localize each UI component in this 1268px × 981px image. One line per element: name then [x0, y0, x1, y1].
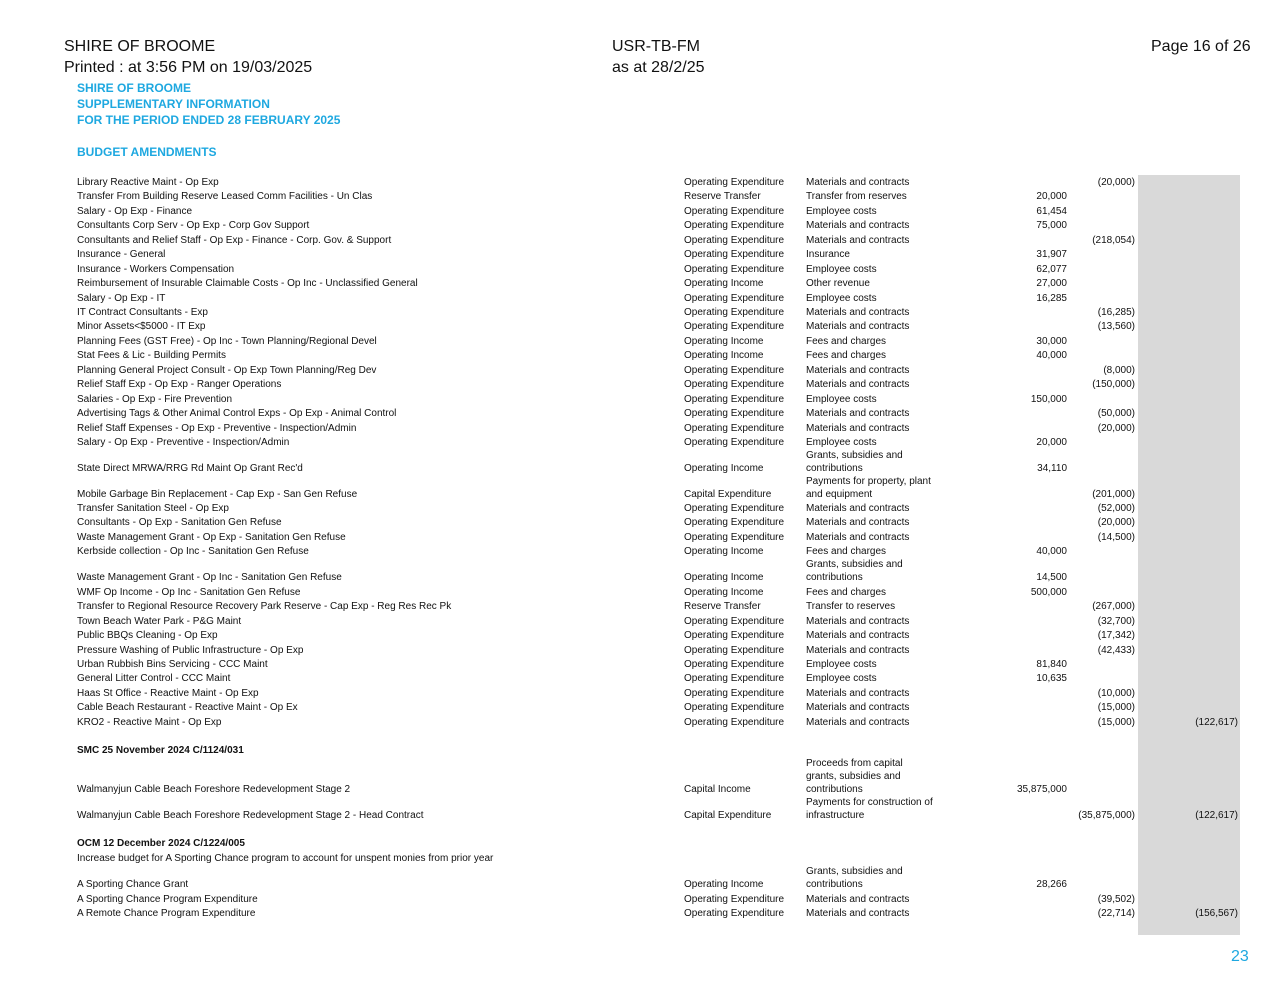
row-decrease: (14,500) [1097, 532, 1135, 543]
section-title: BUDGET AMENDMENTS [77, 145, 217, 159]
row-description: Transfer Sanitation Steel - Op Exp [77, 503, 229, 514]
row-nature: Fees and charges [806, 546, 887, 557]
row-increase: 61,454 [1036, 206, 1067, 217]
row-increase: 62,077 [1036, 264, 1067, 275]
row-description: Mobile Garbage Bin Replacement - Cap Exp - San Gen Refuse [77, 489, 358, 500]
row-description: Advertising Tags & Other Animal Control Exps - Op Exp - Animal Control [77, 408, 397, 419]
table-row [0, 219, 1268, 233]
row-nature: Materials and contracts [806, 894, 910, 905]
row-description: Pressure Washing of Public Infrastructure - Op Exp [77, 645, 304, 656]
table-row [0, 378, 1268, 392]
row-type: Operating Expenditure [684, 503, 785, 514]
row-decrease: (22,714) [1097, 908, 1135, 919]
row-nature: contributions [806, 572, 863, 583]
table-row [0, 615, 1268, 629]
row-type: Capital Expenditure [684, 489, 772, 500]
table-row [0, 277, 1268, 291]
row-description: Waste Management Grant - Op Inc - Sanitation Gen Refuse [77, 572, 342, 583]
footer-page-number: 23 [1231, 948, 1249, 965]
row-nature: Materials and contracts [806, 365, 910, 376]
row-nature-line: Grants, subsidies and [806, 866, 903, 877]
row-nature: contributions [806, 784, 863, 795]
row-nature: Materials and contracts [806, 717, 910, 728]
row-type: Operating Expenditure [684, 894, 785, 905]
row-description: WMF Op Income - Op Inc - Sanitation Gen Refuse [77, 587, 301, 598]
row-nature: Materials and contracts [806, 616, 910, 627]
row-increase: 31,907 [1036, 249, 1067, 260]
row-type: Operating Expenditure [684, 177, 785, 188]
row-description: Transfer to Regional Resource Recovery Park Reserve - Cap Exp - Reg Res Rec Pk [77, 601, 452, 612]
row-running-balance: (156,567) [1195, 908, 1238, 919]
row-type: Operating Income [684, 278, 764, 289]
row-nature: Materials and contracts [806, 321, 910, 332]
row-type: Operating Income [684, 587, 764, 598]
table-row [0, 586, 1268, 600]
row-type: Operating Expenditure [684, 379, 785, 390]
table-row [0, 335, 1268, 349]
row-type: Operating Income [684, 336, 764, 347]
row-description: Urban Rubbish Bins Servicing - CCC Maint [77, 659, 268, 670]
row-type: Operating Expenditure [684, 365, 785, 376]
row-decrease: (10,000) [1097, 688, 1135, 699]
table-row [0, 629, 1268, 643]
header-center [612, 36, 705, 78]
header-page: Page 16 of 26 [1151, 38, 1251, 55]
row-description: General Litter Control - CCC Maint [77, 673, 231, 684]
row-increase: 81,840 [1036, 659, 1067, 670]
row-description: Consultants Corp Serv - Op Exp - Corp Gov Support [77, 220, 310, 231]
row-type: Operating Expenditure [684, 437, 785, 448]
table-row [0, 783, 1268, 797]
row-description: Public BBQs Cleaning - Op Exp [77, 630, 218, 641]
row-decrease: (17,342) [1097, 630, 1135, 641]
table-row [0, 393, 1268, 407]
row-description: Haas St Office - Reactive Maint - Op Exp [77, 688, 259, 699]
row-type: Operating Expenditure [684, 688, 785, 699]
row-nature: Materials and contracts [806, 532, 910, 543]
row-description: Town Beach Water Park - P&G Maint [77, 616, 242, 627]
row-description: KRO2 - Reactive Maint - Op Exp [77, 717, 222, 728]
table-row [0, 407, 1268, 421]
row-description: Planning Fees (GST Free) - Op Inc - Town Planning/Regional Devel [77, 336, 377, 347]
row-description: Cable Beach Restaurant - Reactive Maint - Op Ex [77, 702, 298, 713]
table-row [0, 292, 1268, 306]
row-nature: Materials and contracts [806, 503, 910, 514]
table-row [0, 502, 1268, 516]
row-type: Operating Income [684, 350, 764, 361]
table-row [0, 809, 1268, 823]
row-description: Insurance - Workers Compensation [77, 264, 235, 275]
row-description: A Remote Chance Program Expenditure [77, 908, 256, 919]
row-nature: Materials and contracts [806, 379, 910, 390]
row-decrease: (52,000) [1097, 503, 1135, 514]
row-type: Operating Expenditure [684, 908, 785, 919]
title-line2: SUPPLEMENTARY INFORMATION [77, 97, 270, 111]
row-decrease: (15,000) [1097, 717, 1135, 728]
row-description: Consultants and Relief Staff - Op Exp - Finance - Corp. Gov. & Support [77, 235, 392, 246]
row-description: A Sporting Chance Grant [77, 879, 189, 890]
row-type: Operating Expenditure [684, 532, 785, 543]
row-increase: 40,000 [1036, 350, 1067, 361]
row-type: Operating Expenditure [684, 264, 785, 275]
row-type: Operating Expenditure [684, 616, 785, 627]
row-type: Operating Expenditure [684, 717, 785, 728]
row-description: Minor Assets<$5000 - IT Exp [77, 321, 206, 332]
row-description: Library Reactive Maint - Op Exp [77, 177, 219, 188]
row-description: Salary - Op Exp - Preventive - Inspection/Admin [77, 437, 290, 448]
row-nature: Employee costs [806, 293, 877, 304]
row-decrease: (218,054) [1092, 235, 1135, 246]
row-type: Operating Expenditure [684, 659, 785, 670]
row-decrease: (201,000) [1092, 489, 1135, 500]
title-line1: SHIRE OF BROOME [77, 81, 192, 95]
row-increase: 27,000 [1036, 278, 1067, 289]
header-left [64, 36, 312, 78]
row-decrease: (150,000) [1092, 379, 1135, 390]
row-description: Transfer From Building Reserve Leased Comm Facilities - Un Clas [77, 191, 373, 202]
row-description: Salary - Op Exp - IT [77, 293, 166, 304]
table-row [0, 205, 1268, 219]
row-increase: 40,000 [1036, 546, 1067, 557]
row-decrease: (20,000) [1097, 177, 1135, 188]
row-decrease: (20,000) [1097, 423, 1135, 434]
table-row [0, 545, 1268, 559]
row-nature: Transfer from reserves [806, 191, 907, 202]
ocm-note: Increase budget for A Sporting Chance program to account for unspent monies from prior year [77, 853, 494, 864]
row-nature: Materials and contracts [806, 645, 910, 656]
table-row [0, 571, 1268, 585]
table-row [0, 907, 1268, 921]
row-description: Walmanyjun Cable Beach Foreshore Redevelopment Stage 2 - Head Contract [77, 810, 424, 821]
row-increase: 30,000 [1036, 336, 1067, 347]
row-increase: 500,000 [1030, 587, 1067, 598]
row-type: Operating Expenditure [684, 249, 785, 260]
table-row [0, 234, 1268, 248]
table-row [0, 364, 1268, 378]
row-increase: 75,000 [1036, 220, 1067, 231]
row-nature-line: Grants, subsidies and [806, 450, 903, 461]
row-decrease: (8,000) [1103, 365, 1135, 376]
row-nature: Transfer to reserves [806, 601, 896, 612]
row-description: Salaries - Op Exp - Fire Prevention [77, 394, 233, 405]
row-nature: Employee costs [806, 673, 877, 684]
table-row [0, 672, 1268, 686]
row-decrease: (42,433) [1097, 645, 1135, 656]
row-type: Operating Expenditure [684, 235, 785, 246]
row-nature: contributions [806, 463, 863, 474]
row-type: Operating Expenditure [684, 293, 785, 304]
table-row [0, 893, 1268, 907]
row-nature-line: grants, subsidies and [806, 771, 901, 782]
row-nature-line: Payments for property, plant [806, 476, 931, 487]
row-nature: Employee costs [806, 437, 877, 448]
row-decrease: (16,285) [1097, 307, 1135, 318]
ocm-heading: OCM 12 December 2024 C/1224/005 [77, 838, 245, 849]
row-description: IT Contract Consultants - Exp [77, 307, 208, 318]
row-type: Capital Income [684, 784, 751, 795]
row-increase: 10,635 [1036, 673, 1067, 684]
row-nature: Fees and charges [806, 336, 887, 347]
header-printed: Printed : at 3:56 PM on 19/03/2025 [64, 59, 313, 76]
table-row [0, 516, 1268, 530]
row-description: Planning General Project Consult - Op Exp Town Planning/Reg Dev [77, 365, 377, 376]
row-decrease: (50,000) [1097, 408, 1135, 419]
row-description: Relief Staff Expenses - Op Exp - Preventive - Inspection/Admin [77, 423, 357, 434]
row-nature: Employee costs [806, 264, 877, 275]
table-row [0, 716, 1268, 730]
row-type: Operating Income [684, 546, 764, 557]
row-nature: Employee costs [806, 394, 877, 405]
row-nature: Materials and contracts [806, 220, 910, 231]
row-type: Operating Expenditure [684, 394, 785, 405]
row-description: Salary - Op Exp - Finance [77, 206, 193, 217]
row-type: Operating Expenditure [684, 702, 785, 713]
row-type: Operating Expenditure [684, 423, 785, 434]
row-nature: Fees and charges [806, 350, 887, 361]
row-description: Waste Management Grant - Op Exp - Sanitation Gen Refuse [77, 532, 346, 543]
row-decrease: (267,000) [1092, 601, 1135, 612]
row-type: Operating Income [684, 879, 764, 890]
table-row [0, 658, 1268, 672]
row-type: Operating Expenditure [684, 220, 785, 231]
row-description: Consultants - Op Exp - Sanitation Gen Refuse [77, 517, 282, 528]
header-org: SHIRE OF BROOME [64, 38, 216, 55]
row-running-balance: (122,617) [1195, 810, 1238, 821]
row-increase: 16,285 [1036, 293, 1067, 304]
table-row [0, 462, 1268, 476]
row-nature: Materials and contracts [806, 235, 910, 246]
table-row [0, 600, 1268, 614]
row-decrease: (15,000) [1097, 702, 1135, 713]
row-nature: Materials and contracts [806, 177, 910, 188]
row-type: Reserve Transfer [684, 191, 761, 202]
row-nature-line: Payments for construction of [806, 797, 933, 808]
row-nature: Materials and contracts [806, 517, 910, 528]
table-row [0, 878, 1268, 892]
row-type: Operating Income [684, 572, 764, 583]
table-row [0, 263, 1268, 277]
row-decrease: (13,560) [1097, 321, 1135, 332]
row-description: State Direct MRWA/RRG Rd Maint Op Grant Rec'd [77, 463, 303, 474]
row-type: Capital Expenditure [684, 810, 772, 821]
row-nature: Materials and contracts [806, 630, 910, 641]
smc-heading: SMC 25 November 2024 C/1124/031 [77, 745, 244, 756]
title-line3: FOR THE PERIOD ENDED 28 FEBRUARY 2025 [77, 113, 341, 127]
row-decrease: (32,700) [1097, 616, 1135, 627]
table-row [0, 531, 1268, 545]
row-nature: Materials and contracts [806, 702, 910, 713]
row-nature: Materials and contracts [806, 307, 910, 318]
row-description: Reimbursement of Insurable Claimable Costs - Op Inc - Unclassified General [77, 278, 418, 289]
table-row [0, 701, 1268, 715]
row-type: Operating Expenditure [684, 307, 785, 318]
row-type: Operating Expenditure [684, 630, 785, 641]
table-row [0, 320, 1268, 334]
table-row [0, 248, 1268, 262]
row-nature-line: Grants, subsidies and [806, 559, 903, 570]
row-increase: 34,110 [1037, 463, 1067, 474]
row-increase: 35,875,000 [1016, 784, 1067, 795]
row-type: Reserve Transfer [684, 601, 761, 612]
row-nature: contributions [806, 879, 863, 890]
table-row [0, 190, 1268, 204]
row-nature: infrastructure [806, 810, 865, 821]
row-increase: 20,000 [1036, 437, 1067, 448]
row-nature: Insurance [806, 249, 850, 260]
row-type: Operating Expenditure [684, 673, 785, 684]
row-running-balance: (122,617) [1195, 717, 1238, 728]
row-nature: and equipment [806, 489, 873, 500]
row-nature: Materials and contracts [806, 423, 910, 434]
row-type: Operating Expenditure [684, 321, 785, 332]
header-report: USR-TB-FM [612, 38, 700, 55]
table-row [0, 176, 1268, 190]
row-description: Walmanyjun Cable Beach Foreshore Redevelopment Stage 2 [77, 784, 351, 795]
row-increase: 28,266 [1036, 879, 1067, 890]
row-increase: 14,500 [1036, 572, 1067, 583]
row-description: Kerbside collection - Op Inc - Sanitation Gen Refuse [77, 546, 309, 557]
row-decrease: (35,875,000) [1078, 810, 1135, 821]
row-type: Operating Expenditure [684, 408, 785, 419]
row-type: Operating Expenditure [684, 645, 785, 656]
row-nature: Materials and contracts [806, 408, 910, 419]
row-type: Operating Expenditure [684, 206, 785, 217]
row-description: A Sporting Chance Program Expenditure [77, 894, 258, 905]
header-right [1151, 36, 1251, 57]
row-increase: 150,000 [1030, 394, 1067, 405]
table-row [0, 644, 1268, 658]
row-nature-line: Proceeds from capital [806, 758, 903, 769]
table-row [0, 422, 1268, 436]
row-decrease: (20,000) [1097, 517, 1135, 528]
header-as-at: as at 28/2/25 [612, 59, 705, 76]
row-description: Stat Fees & Lic - Building Permits [77, 350, 226, 361]
row-type: Operating Income [684, 463, 764, 474]
row-nature: Materials and contracts [806, 688, 910, 699]
row-increase: 20,000 [1036, 191, 1067, 202]
row-description: Insurance - General [77, 249, 166, 260]
table-row [0, 488, 1268, 502]
table-row [0, 687, 1268, 701]
table-row [0, 436, 1268, 450]
table-row [0, 306, 1268, 320]
row-description: Relief Staff Exp - Op Exp - Ranger Operations [77, 379, 282, 390]
row-nature: Employee costs [806, 206, 877, 217]
row-nature: Other revenue [806, 278, 870, 289]
row-nature: Fees and charges [806, 587, 887, 598]
row-nature: Employee costs [806, 659, 877, 670]
row-nature: Materials and contracts [806, 908, 910, 919]
row-type: Operating Expenditure [684, 517, 785, 528]
row-decrease: (39,502) [1097, 894, 1135, 905]
table-row [0, 349, 1268, 363]
